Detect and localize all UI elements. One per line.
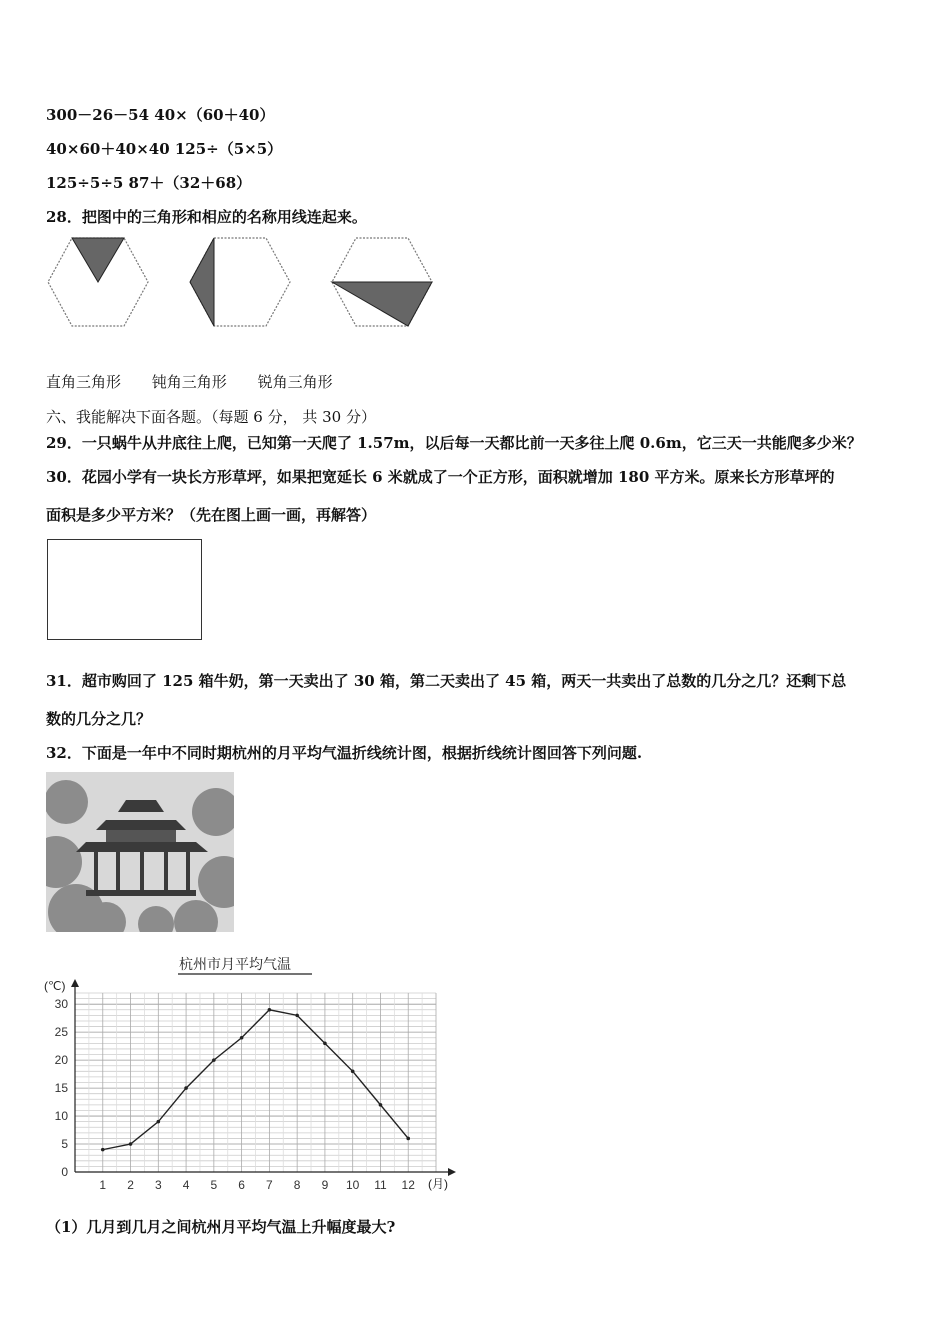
- y-tick-label: 15: [54, 1081, 68, 1096]
- y-tick-label: 0: [61, 1165, 68, 1179]
- question-28: 28．把图中的三角形和相应的名称用线连起来。: [46, 208, 367, 226]
- hexagon-figures: [44, 232, 444, 332]
- x-tick-label: 11: [374, 1178, 387, 1192]
- data-point: [379, 1103, 383, 1107]
- chart-title: 杭州市月平均气温: [179, 956, 291, 972]
- label-obtuse-triangle: 钝角三角形: [151, 373, 227, 391]
- y-tick-label: 30: [54, 997, 68, 1012]
- x-tick-label: 7: [266, 1178, 273, 1192]
- x-tick-label: 3: [154, 1178, 162, 1192]
- question-32-sub-1: （1）几月到几月之间杭州月平均气温上升幅度最大?: [46, 1218, 396, 1236]
- data-point: [212, 1058, 216, 1062]
- y-axis-arrow: [71, 979, 79, 987]
- x-tick-label: 5: [210, 1178, 218, 1192]
- x-tick-label: 2: [127, 1178, 134, 1192]
- triangle-1: [72, 238, 124, 282]
- y-axis-unit: (℃): [44, 979, 66, 993]
- triangle-2: [190, 238, 214, 326]
- x-tick-label: 8: [293, 1178, 301, 1192]
- data-point: [184, 1086, 188, 1090]
- data-point: [129, 1142, 133, 1146]
- triangle-3: [332, 282, 432, 326]
- data-point: [295, 1014, 299, 1018]
- question-30-line-2: 面积是多少平方米？（先在图上画一画，再解答）: [46, 506, 377, 524]
- x-tick-label: 4: [182, 1178, 190, 1192]
- x-axis-arrow: [448, 1168, 456, 1176]
- data-point: [240, 1036, 244, 1040]
- temperature-line-chart: [40, 950, 470, 1200]
- question-32: 32．下面是一年中不同时期杭州的月平均气温折线统计图，根据折线统计图回答下列问题.: [46, 744, 643, 762]
- y-tick-label: 10: [54, 1109, 68, 1124]
- triangle-name-labels: [46, 371, 359, 392]
- data-point: [406, 1137, 410, 1141]
- label-acute-triangle: 锐角三角形: [257, 373, 333, 391]
- calc-row-3: 125÷5÷5 87＋（32＋68）: [46, 174, 252, 192]
- section-6-heading: 六、我能解决下面各题。（每题 6 分， 共 30 分）: [46, 408, 376, 426]
- rectangle-lawn-diagram: [47, 539, 202, 640]
- question-31-line-1: 31．超市购回了 125 箱牛奶，第一天卖出了 30 箱，第二天卖出了 45 箱，两天一共卖出了总数的几分之几？还剩下总: [46, 672, 847, 690]
- calc-row-2: 40×60＋40×40 125÷（5×5）: [46, 140, 283, 158]
- x-tick-label: 6: [238, 1178, 245, 1192]
- chart-axes: [71, 979, 456, 1176]
- x-tick-label: 10: [346, 1178, 360, 1192]
- question-29: 29．一只蜗牛从井底往上爬，已知第一天爬了 1.57m，以后每一天都比前一天多往上爬 0.6m，它三天一共能爬多少米？: [46, 434, 862, 452]
- y-tick-label: 5: [61, 1137, 68, 1152]
- pavilion-photo: [46, 772, 234, 932]
- x-tick-label: 12: [401, 1178, 415, 1192]
- calc-row-1: 300－26－54 40×（60＋40）: [46, 106, 275, 124]
- question-30-line-1: 30．花园小学有一块长方形草坪，如果把宽延长 6 米就成了一个正方形，面积就增加 180 平方米。原来长方形草坪的: [46, 468, 835, 486]
- y-tick-label: 25: [54, 1025, 68, 1040]
- question-31-line-2: 数的几分之几？: [46, 710, 152, 728]
- data-point: [268, 1008, 272, 1012]
- data-point: [351, 1070, 355, 1074]
- data-point: [101, 1148, 105, 1152]
- data-point: [323, 1042, 327, 1046]
- data-point: [157, 1120, 161, 1124]
- x-tick-label: 1: [99, 1178, 107, 1192]
- x-axis-unit: (月): [428, 1177, 448, 1191]
- x-tick-label: 9: [321, 1178, 329, 1192]
- label-right-triangle: 直角三角形: [46, 373, 122, 391]
- y-tick-label: 20: [54, 1053, 68, 1068]
